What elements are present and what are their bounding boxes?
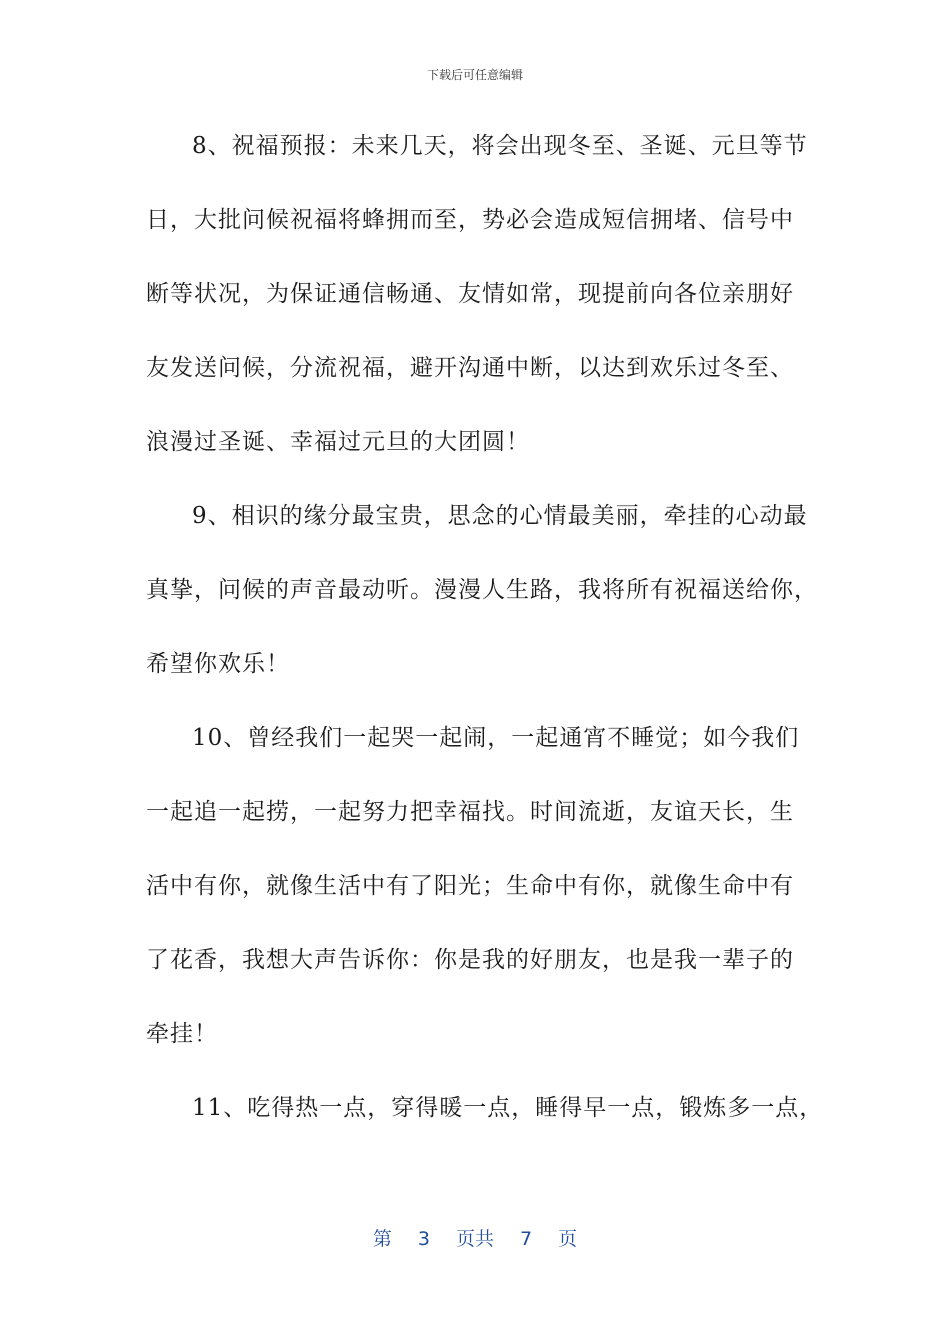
- footer-prefix: 第: [372, 1228, 392, 1250]
- text-line: 8、祝福预报：未来几天，将会出现冬至、圣诞、元旦等节: [192, 133, 808, 159]
- footer-suffix: 页: [558, 1228, 578, 1250]
- text-line: 希望你欢乐！: [146, 651, 290, 677]
- footer-middle: 页共: [455, 1228, 494, 1250]
- text-line: 断等状况，为保证通信畅通、友情如常，现提前向各位亲朋好: [146, 281, 794, 307]
- current-page-number: 3: [417, 1228, 430, 1250]
- text-line: 10、曾经我们一起哭一起闹，一起通宵不睡觉；如今我们: [192, 725, 800, 751]
- text-line: 日，大批问候祝福将蜂拥而至，势必会造成短信拥堵、信号中: [146, 207, 794, 233]
- text-line: 友发送问候，分流祝福，避开沟通中断，以达到欢乐过冬至、: [146, 355, 794, 381]
- text-line: 了花香，我想大声告诉你：你是我的好朋友，也是我一辈子的: [146, 947, 794, 973]
- text-line: 牵挂！: [146, 1021, 218, 1047]
- page-header: 下载后可任意编辑: [426, 68, 523, 82]
- text-line: 浪漫过圣诞、幸福过元旦的大团圆！: [146, 429, 530, 455]
- text-line: 11、吃得热一点，穿得暖一点，睡得早一点，锻炼多一点，: [192, 1095, 824, 1121]
- body-text: [146, 124, 824, 1160]
- text-line: 真挚，问候的声音最动听。漫漫人生路，我将所有祝福送给你，: [146, 577, 818, 603]
- text-line: 一起追一起捞，一起努力把幸福找。时间流逝，友谊天长，生: [146, 799, 794, 825]
- text-line: 活中有你，就像生活中有了阳光；生命中有你，就像生命中有: [146, 873, 794, 899]
- text-line: 9、相识的缘分最宝贵，思念的心情最美丽，牵挂的心动最: [192, 503, 808, 529]
- page-footer: [0, 1224, 950, 1251]
- total-pages-number: 7: [520, 1228, 533, 1250]
